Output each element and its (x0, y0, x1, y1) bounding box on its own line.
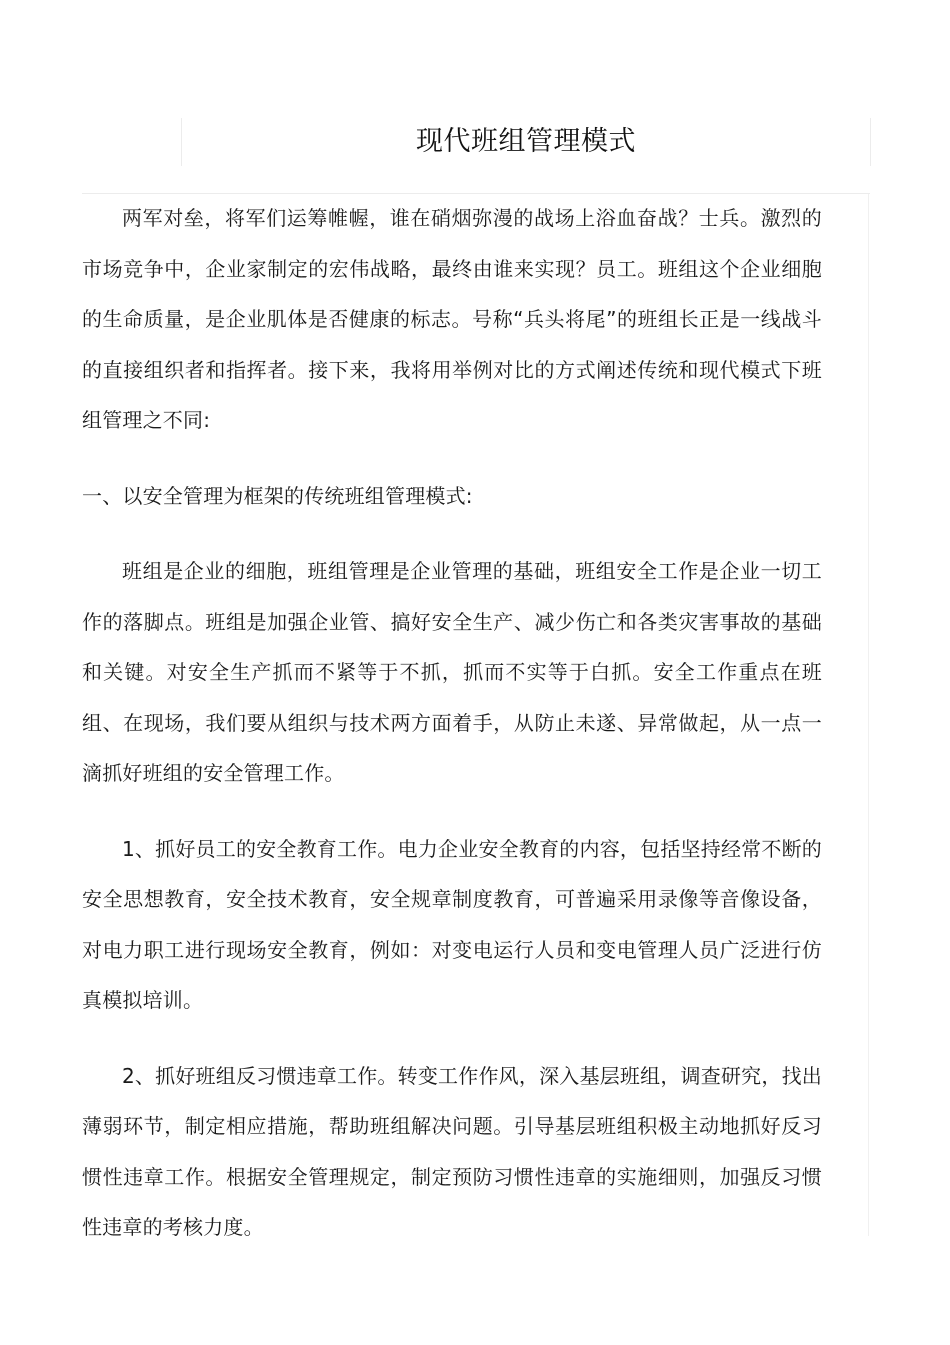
list-item-1: 1、抓好员工的安全教育工作。电力企业安全教育的内容，包括坚持经常不断的安全思想教育，安全技术教育，安全规章制度教育，可普遍采用录像等音像设备，对电力职工进行现场安全教育，例如：对变电运行人员和变电管理人员广泛进行仿真模拟培训。 (82, 836, 822, 1012)
title-box (181, 118, 871, 166)
right-margin-line (868, 194, 869, 1236)
document-title: 现代班组管理模式 (416, 126, 636, 157)
section-heading: 一、以安全管理为框架的传统班组管理模式: (82, 483, 473, 508)
section-paragraph: 班组是企业的细胞，班组管理是企业管理的基础，班组安全工作是企业一切工作的落脚点。班组是加强企业管、搞好安全生产、减少伤亡和各类灾害事故的基础和关键。对安全生产抓而不紧等于不抓，抓而不实等于白抓。安全工作重点在班组、在现场，我们要从组织与技术两方面着手，从防止未遂、异常做起，从一点一滴抓好班组的安全管理工作。 (82, 559, 822, 785)
intro-paragraph: 两军对垒，将军们运筹帷幄，谁在硝烟弥漫的战场上浴血奋战？士兵。激烈的市场竞争中，企业家制定的宏伟战略，最终由谁来实现？员工。班组这个企业细胞的生命质量，是企业肌体是否健康的标志。号称“兵头将尾”的班组长正是一线战斗的直接组织者和指挥者。接下来，我将用举例对比的方式阐述传统和现代模式下班组管理之不同: (82, 206, 822, 432)
document-body (82, 193, 822, 1253)
list-item-2: 2、抓好班组反习惯违章工作。转变工作作风，深入基层班组，调查研究，找出薄弱环节，制定相应措施，帮助班组解决问题。引导基层班组积极主动地抓好反习惯性违章工作。根据安全管理规定，制定预防习惯性违章的实施细则，加强反习惯性违章的考核力度。 (82, 1063, 822, 1239)
